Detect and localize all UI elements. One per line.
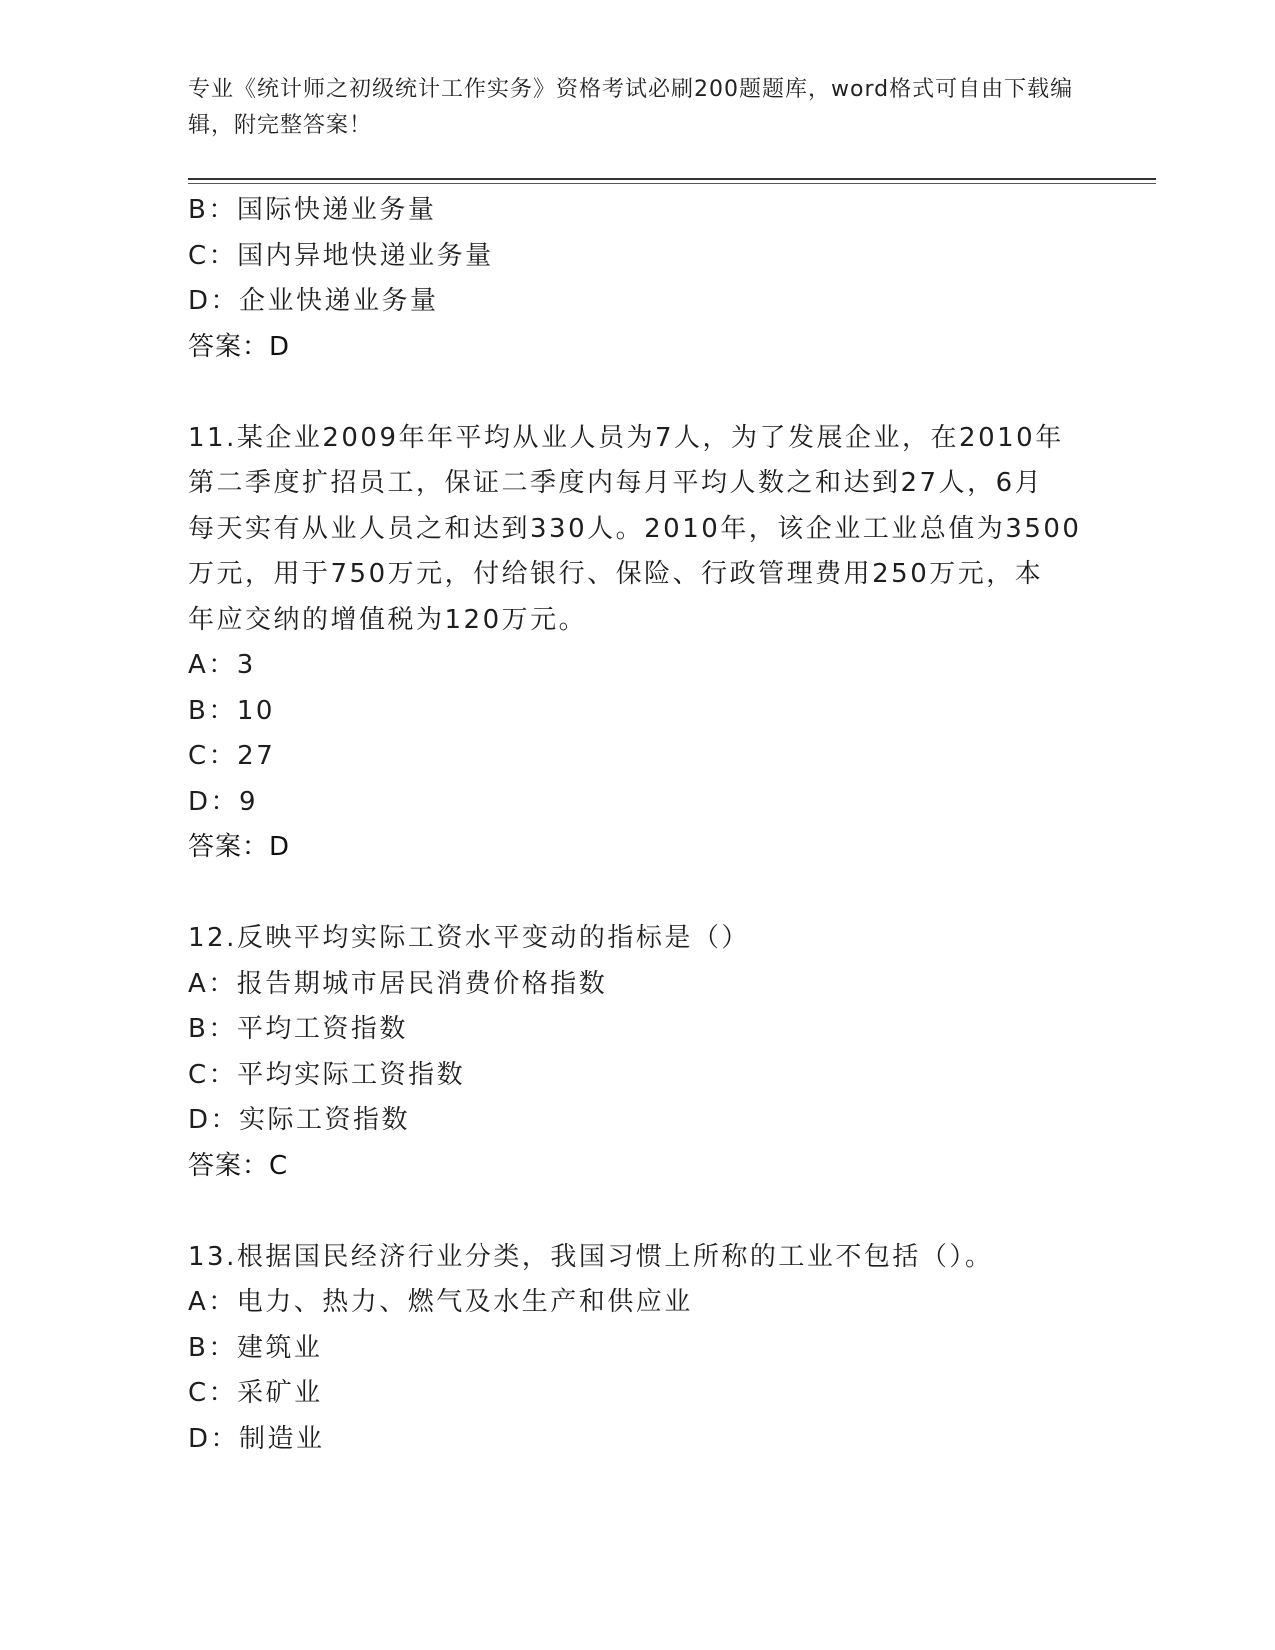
option-c: C：27: [188, 741, 276, 771]
continued-question: [188, 188, 1088, 370]
spacer: [188, 370, 1088, 416]
document-body: [188, 188, 1088, 1462]
document-header: [188, 72, 1088, 144]
question-13: [188, 1235, 1088, 1463]
option-a: A：3: [188, 650, 256, 680]
option-c: C：采矿业: [188, 1378, 323, 1408]
answer-line: 答案：D: [188, 331, 291, 362]
answer-line: 答案：D: [188, 832, 291, 862]
option-b: B：国际快递业务量: [188, 195, 437, 225]
option-a: A：电力、热力、燃气及水生产和供应业: [188, 1287, 693, 1317]
option-b: B：建筑业: [188, 1332, 323, 1363]
question-12: [188, 916, 1088, 1189]
question-text-line: 13.根据国民经济行业分类，我国习惯上所称的工业不包括（）。: [188, 1241, 994, 1272]
option-d: D：制造业: [188, 1423, 325, 1454]
option-c: C：国内异地快递业务量: [188, 240, 494, 271]
question-11: [188, 416, 1088, 871]
spacer: [188, 1189, 1088, 1235]
option-d: D：9: [188, 786, 259, 817]
option-d: D：实际工资指数: [188, 1105, 411, 1135]
header-rule-thin: [188, 183, 1156, 184]
question-text-line: 12.反映平均实际工资水平变动的指标是（）: [188, 923, 750, 953]
answer-line: 答案：C: [188, 1150, 289, 1181]
question-text-line: 第二季度扩招员工，保证二季度内每月平均人数之和达到27人，6月: [188, 468, 1044, 498]
header-title: 专业《统计师之初级统计工作实务》资格考试必刷200题题库，word格式可自由下载编辑，附完整答案！: [188, 77, 1074, 138]
question-text-line: 11.某企业2009年年平均从业人员为7人，为了发展企业，在2010年: [188, 422, 1064, 453]
header-rule-thick: [188, 178, 1156, 180]
spacer: [188, 871, 1088, 917]
question-text-line: 年应交纳的增值税为120万元。: [188, 604, 588, 635]
option-a: A：报告期城市居民消费价格指数: [188, 968, 608, 999]
question-text-line: 每天实有从业人员之和达到330人。2010年，该企业工业总值为3500: [188, 513, 1082, 544]
option-b: B：10: [188, 695, 275, 726]
option-c: C：平均实际工资指数: [188, 1059, 466, 1090]
question-text-line: 万元，用于750万元，付给银行、保险、行政管理费用250万元，本: [188, 559, 1044, 589]
option-b: B：平均工资指数: [188, 1014, 408, 1044]
option-d: D：企业快递业务量: [188, 286, 439, 316]
